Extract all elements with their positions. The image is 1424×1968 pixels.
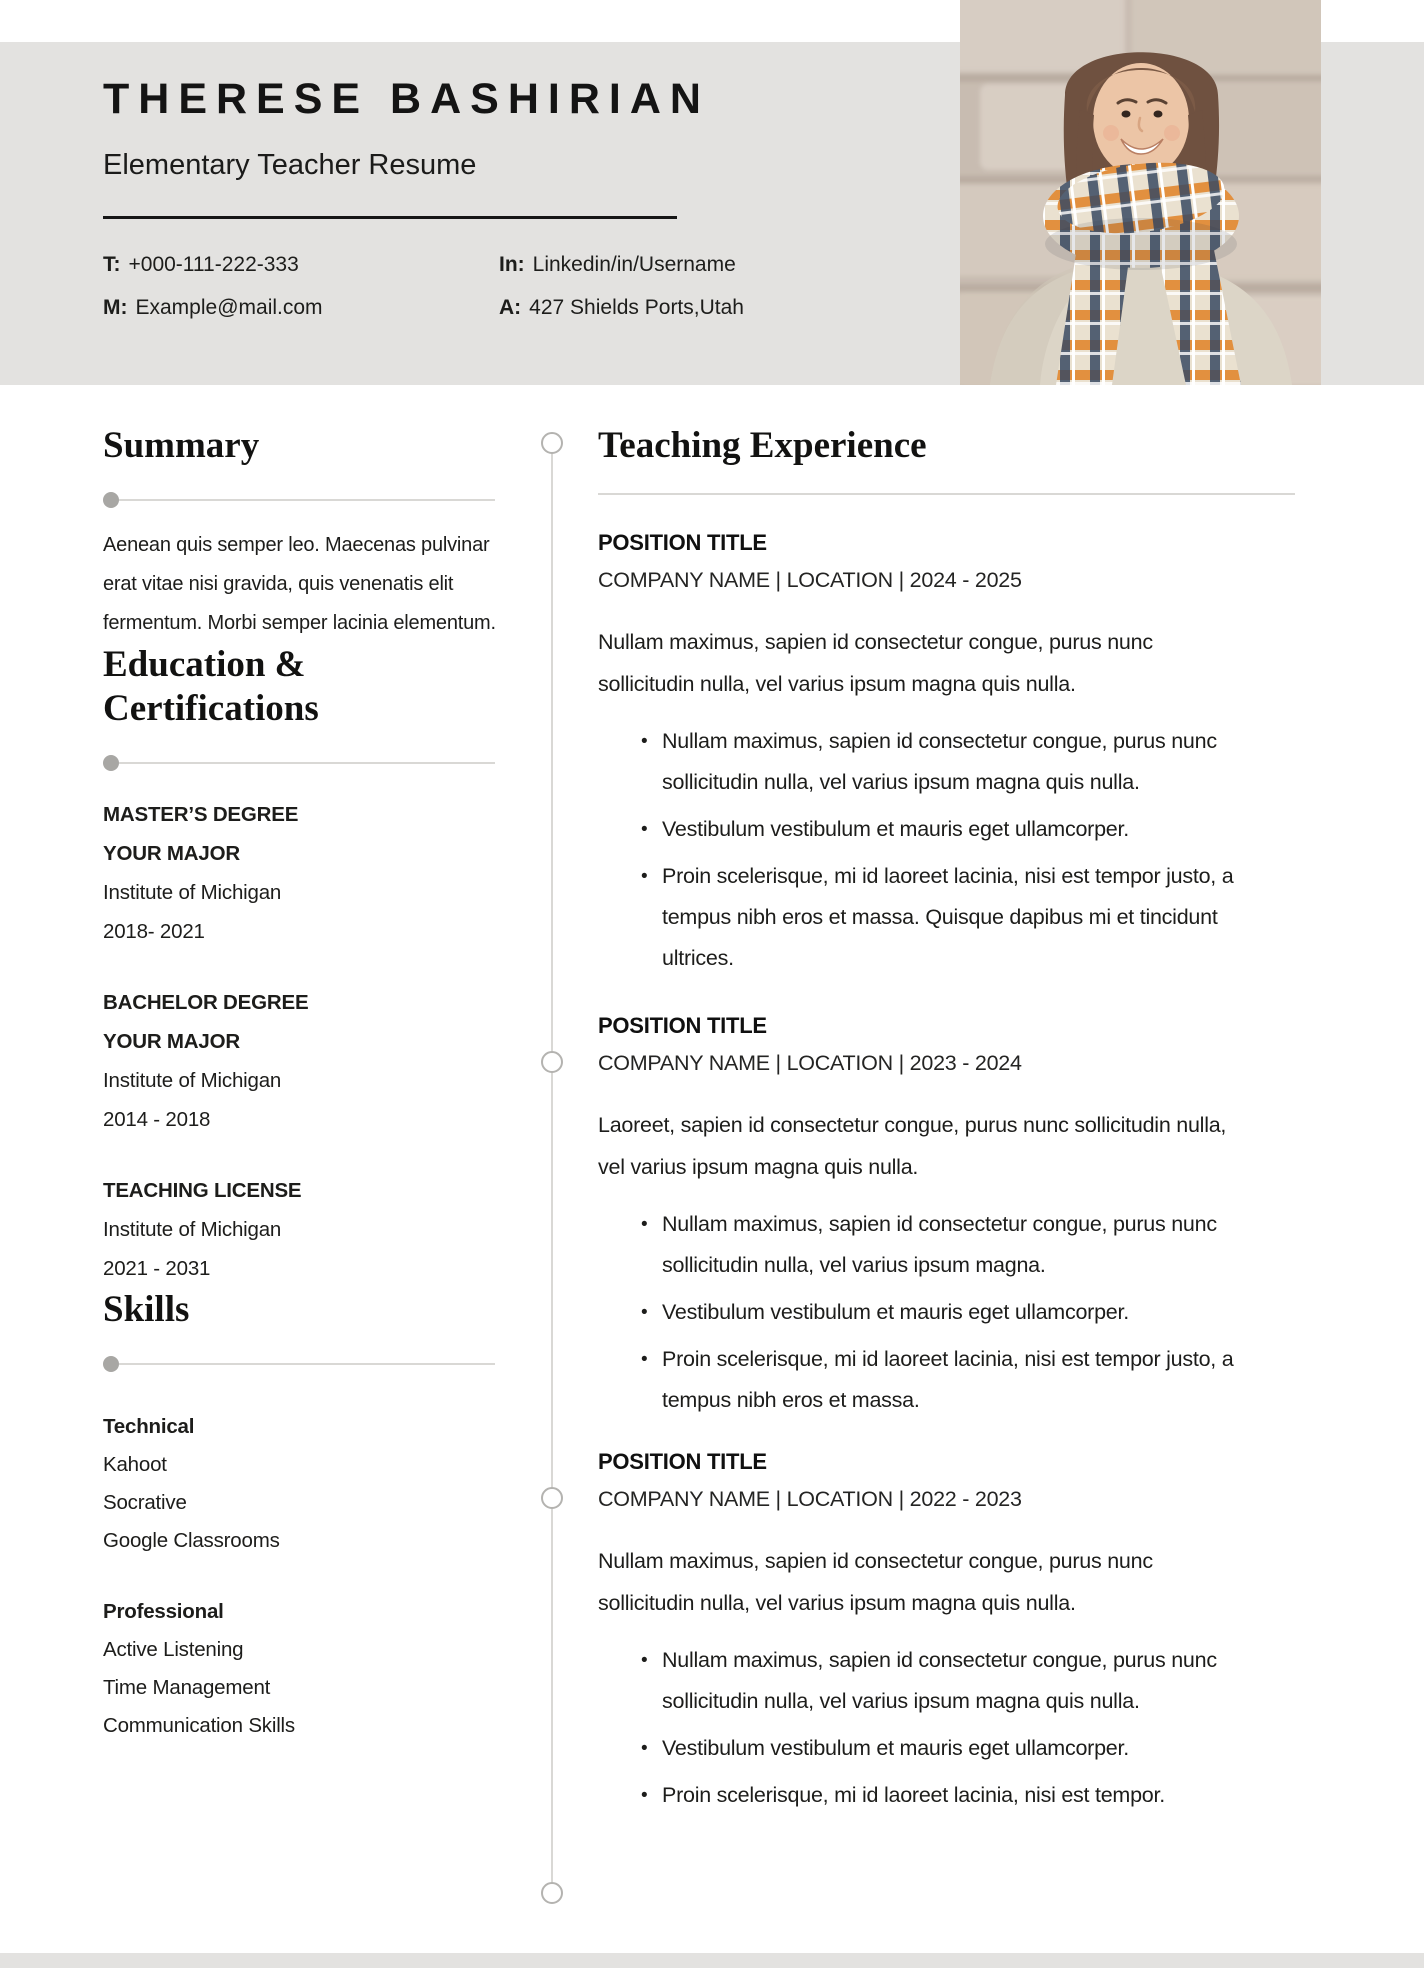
job-bullets bbox=[598, 1640, 1308, 1816]
footer-bar bbox=[0, 1953, 1424, 1968]
job-summary: Nullam maximus, sapien id consectetur congue, purus nunc sollicitudin nulla, vel varius ipsum magna quis nulla. bbox=[598, 630, 1153, 696]
skill-group-technical bbox=[103, 1408, 503, 1560]
skill-item: Kahoot bbox=[103, 1453, 167, 1476]
job-summary: Laoreet, sapien id consectetur congue, purus nunc sollicitudin nulla, vel varius ipsum magna quis nulla. bbox=[598, 1113, 1227, 1179]
separator-dot bbox=[103, 1356, 119, 1372]
left-column bbox=[103, 424, 503, 1745]
profile-photo bbox=[960, 0, 1321, 385]
separator-line bbox=[119, 1363, 495, 1365]
skill-item: Active Listening bbox=[103, 1638, 244, 1661]
summary-section bbox=[103, 424, 503, 643]
job-bullet: • Nullam maximus, sapien id consectetur congue, purus nunc sollicitudin nulla, vel varius ipsum magna quis nulla. bbox=[662, 721, 1274, 803]
skill-item: Google Classrooms bbox=[103, 1529, 280, 1552]
job-meta: COMPANY NAME | LOCATION | 2023 - 2024 bbox=[598, 1051, 1022, 1075]
resume-title: Elementary Teacher Resume bbox=[103, 149, 477, 181]
candidate-name: THERESE BASHIRIAN bbox=[103, 75, 710, 123]
contact-email-value: Example@mail.com bbox=[135, 295, 323, 319]
job-bullet: • Nullam maximus, sapien id consectetur congue, purus nunc sollicitudin nulla, vel varius ipsum magna. bbox=[662, 1204, 1274, 1286]
contact-email bbox=[103, 296, 499, 320]
job-bullet: • Proin scelerisque, mi id laoreet lacinia, nisi est tempor. bbox=[662, 1775, 1274, 1816]
header bbox=[103, 75, 953, 329]
contact-phone-value: +000-111-222-333 bbox=[128, 252, 299, 276]
job-bullet: • Proin scelerisque, mi id laoreet lacinia, nisi est tempor justo, a tempus nibh eros et massa. Quisque dapibus mi et tincidunt ultrices. bbox=[662, 856, 1274, 979]
contact-address-label: A: bbox=[499, 295, 522, 319]
degree-major: YOUR MAJOR bbox=[103, 1030, 240, 1053]
contact-phone bbox=[103, 253, 499, 277]
education-section bbox=[103, 643, 503, 1288]
education-entries bbox=[103, 795, 503, 1288]
degree-name: TEACHING LICENSE bbox=[103, 1179, 302, 1202]
skill-item: Communication Skills bbox=[103, 1714, 295, 1737]
education-entry bbox=[103, 983, 503, 1139]
job-bullet: • Vestibulum vestibulum et mauris eget ullamcorper. bbox=[662, 1292, 1274, 1333]
school-name: Institute of Michigan bbox=[103, 1069, 282, 1092]
skill-group-professional bbox=[103, 1593, 503, 1745]
contact-address-value: 427 Shields Ports,Utah bbox=[529, 295, 744, 319]
job-entry bbox=[598, 1447, 1308, 1816]
job-bullet: • Proin scelerisque, mi id laoreet lacinia, nisi est tempor justo, a tempus nibh eros et massa. bbox=[662, 1339, 1274, 1421]
separator-dot bbox=[103, 492, 119, 508]
experience-divider bbox=[598, 493, 1295, 495]
degree-name: BACHELOR DEGREE bbox=[103, 991, 309, 1014]
job-meta: COMPANY NAME | LOCATION | 2022 - 2023 bbox=[598, 1487, 1022, 1511]
degree-years: 2018- 2021 bbox=[103, 920, 205, 943]
skill-item: Socrative bbox=[103, 1491, 187, 1514]
timeline-node bbox=[541, 432, 563, 454]
job-bullets bbox=[598, 721, 1308, 979]
job-position: POSITION TITLE bbox=[598, 1449, 767, 1474]
summary-text: Aenean quis semper leo. Maecenas pulvinar erat vitae nisi gravida, quis venenatis elit fermentum. Morbi semper lacinia elementum. bbox=[103, 534, 496, 634]
skills-section bbox=[103, 1288, 503, 1745]
skill-group-name: Technical bbox=[103, 1415, 195, 1438]
separator-line bbox=[119, 499, 495, 501]
job-bullets bbox=[598, 1204, 1308, 1421]
job-position: POSITION TITLE bbox=[598, 1013, 767, 1038]
timeline-node bbox=[541, 1487, 563, 1509]
job-meta: COMPANY NAME | LOCATION | 2024 - 2025 bbox=[598, 568, 1022, 592]
experience-title: Teaching Experience bbox=[598, 425, 927, 466]
contact-address bbox=[499, 296, 953, 320]
separator-dot bbox=[103, 755, 119, 771]
timeline-line bbox=[551, 443, 553, 1893]
skills-title: Skills bbox=[103, 1289, 190, 1330]
timeline-node bbox=[541, 1882, 563, 1904]
job-entry bbox=[598, 1011, 1308, 1421]
school-name: Institute of Michigan bbox=[103, 1218, 282, 1241]
job-summary: Nullam maximus, sapien id consectetur congue, purus nunc sollicitudin nulla, vel varius ipsum magna quis nulla. bbox=[598, 1549, 1153, 1615]
job-entry bbox=[598, 528, 1308, 979]
timeline-node bbox=[541, 1051, 563, 1073]
contact-linkedin bbox=[499, 253, 953, 277]
education-entry bbox=[103, 1171, 503, 1288]
degree-name: MASTER’S DEGREE bbox=[103, 803, 299, 826]
school-name: Institute of Michigan bbox=[103, 881, 282, 904]
degree-major: YOUR MAJOR bbox=[103, 842, 240, 865]
job-bullet: • Nullam maximus, sapien id consectetur congue, purus nunc sollicitudin nulla, vel varius ipsum magna quis nulla. bbox=[662, 1640, 1274, 1722]
skill-item: Time Management bbox=[103, 1676, 271, 1699]
skill-group-name: Professional bbox=[103, 1600, 224, 1623]
section-separator bbox=[103, 492, 495, 508]
section-separator bbox=[103, 1356, 495, 1372]
education-title: Education & Certifications bbox=[103, 644, 319, 729]
summary-title: Summary bbox=[103, 425, 260, 466]
job-position: POSITION TITLE bbox=[598, 530, 767, 555]
job-bullet: • Vestibulum vestibulum et mauris eget ullamcorper. bbox=[662, 1728, 1274, 1769]
contact-phone-label: T: bbox=[103, 252, 121, 276]
contact-linkedin-value: Linkedin/in/Username bbox=[532, 252, 736, 276]
degree-years: 2021 - 2031 bbox=[103, 1257, 211, 1280]
job-bullet: • Vestibulum vestibulum et mauris eget ullamcorper. bbox=[662, 809, 1274, 850]
header-divider bbox=[103, 216, 677, 219]
experience-section bbox=[598, 424, 1308, 1816]
contact-linkedin-label: In: bbox=[499, 252, 525, 276]
contact-info bbox=[103, 243, 953, 329]
degree-years: 2014 - 2018 bbox=[103, 1108, 211, 1131]
section-separator bbox=[103, 755, 495, 771]
separator-line bbox=[119, 762, 495, 764]
contact-email-label: M: bbox=[103, 295, 128, 319]
education-entry bbox=[103, 795, 503, 951]
